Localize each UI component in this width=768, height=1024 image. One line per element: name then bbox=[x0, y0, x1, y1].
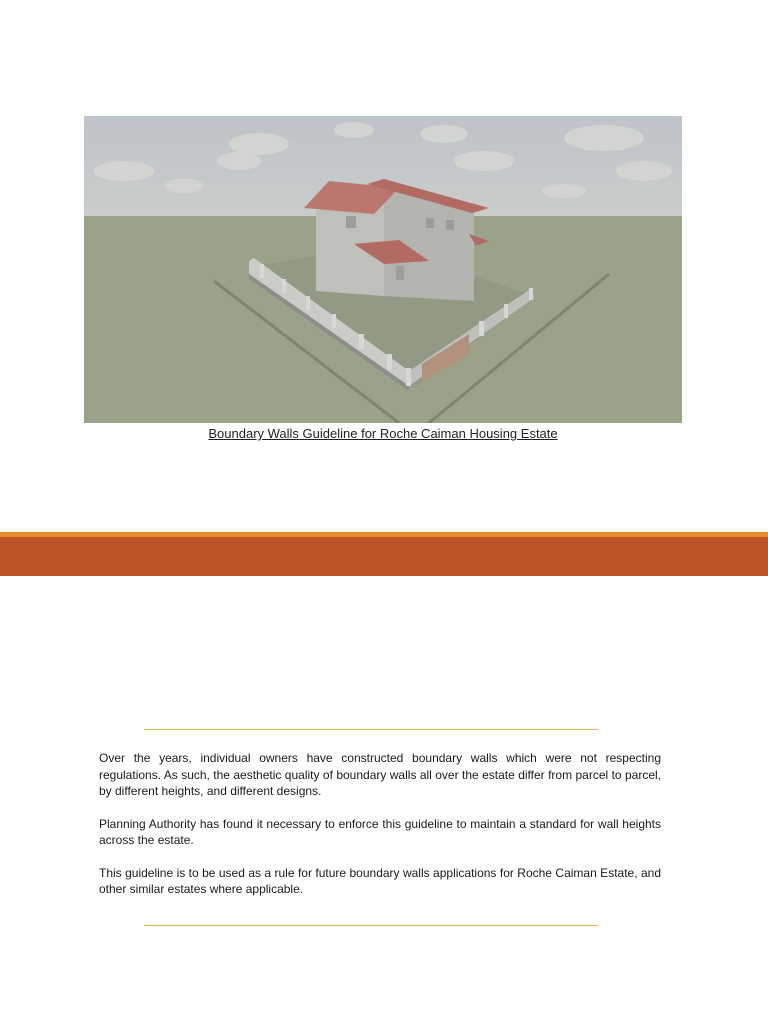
section-band bbox=[0, 532, 768, 576]
figure-caption: Boundary Walls Guideline for Roche Caiman Housing Estate bbox=[208, 426, 558, 441]
divider-bottom bbox=[144, 925, 598, 926]
divider-top bbox=[144, 729, 598, 730]
cover-image bbox=[84, 116, 682, 423]
intro-text bbox=[99, 750, 661, 914]
intro-paragraph: Planning Authority has found it necessary to enforce this guideline to maintain a standard for wall heights across the estate. bbox=[99, 816, 661, 847]
intro-paragraph: This guideline is to be used as a rule for future boundary walls applications for Roche Caiman Estate, and other similar estates where applicable. bbox=[99, 865, 661, 896]
intro-paragraph: Over the years, individual owners have constructed boundary walls which were not respecting regulations. As such, the aesthetic quality of boundary walls all over the estate differ from parcel to parcel, by different heights, and different designs. bbox=[99, 751, 661, 798]
haze-overlay bbox=[84, 116, 682, 423]
